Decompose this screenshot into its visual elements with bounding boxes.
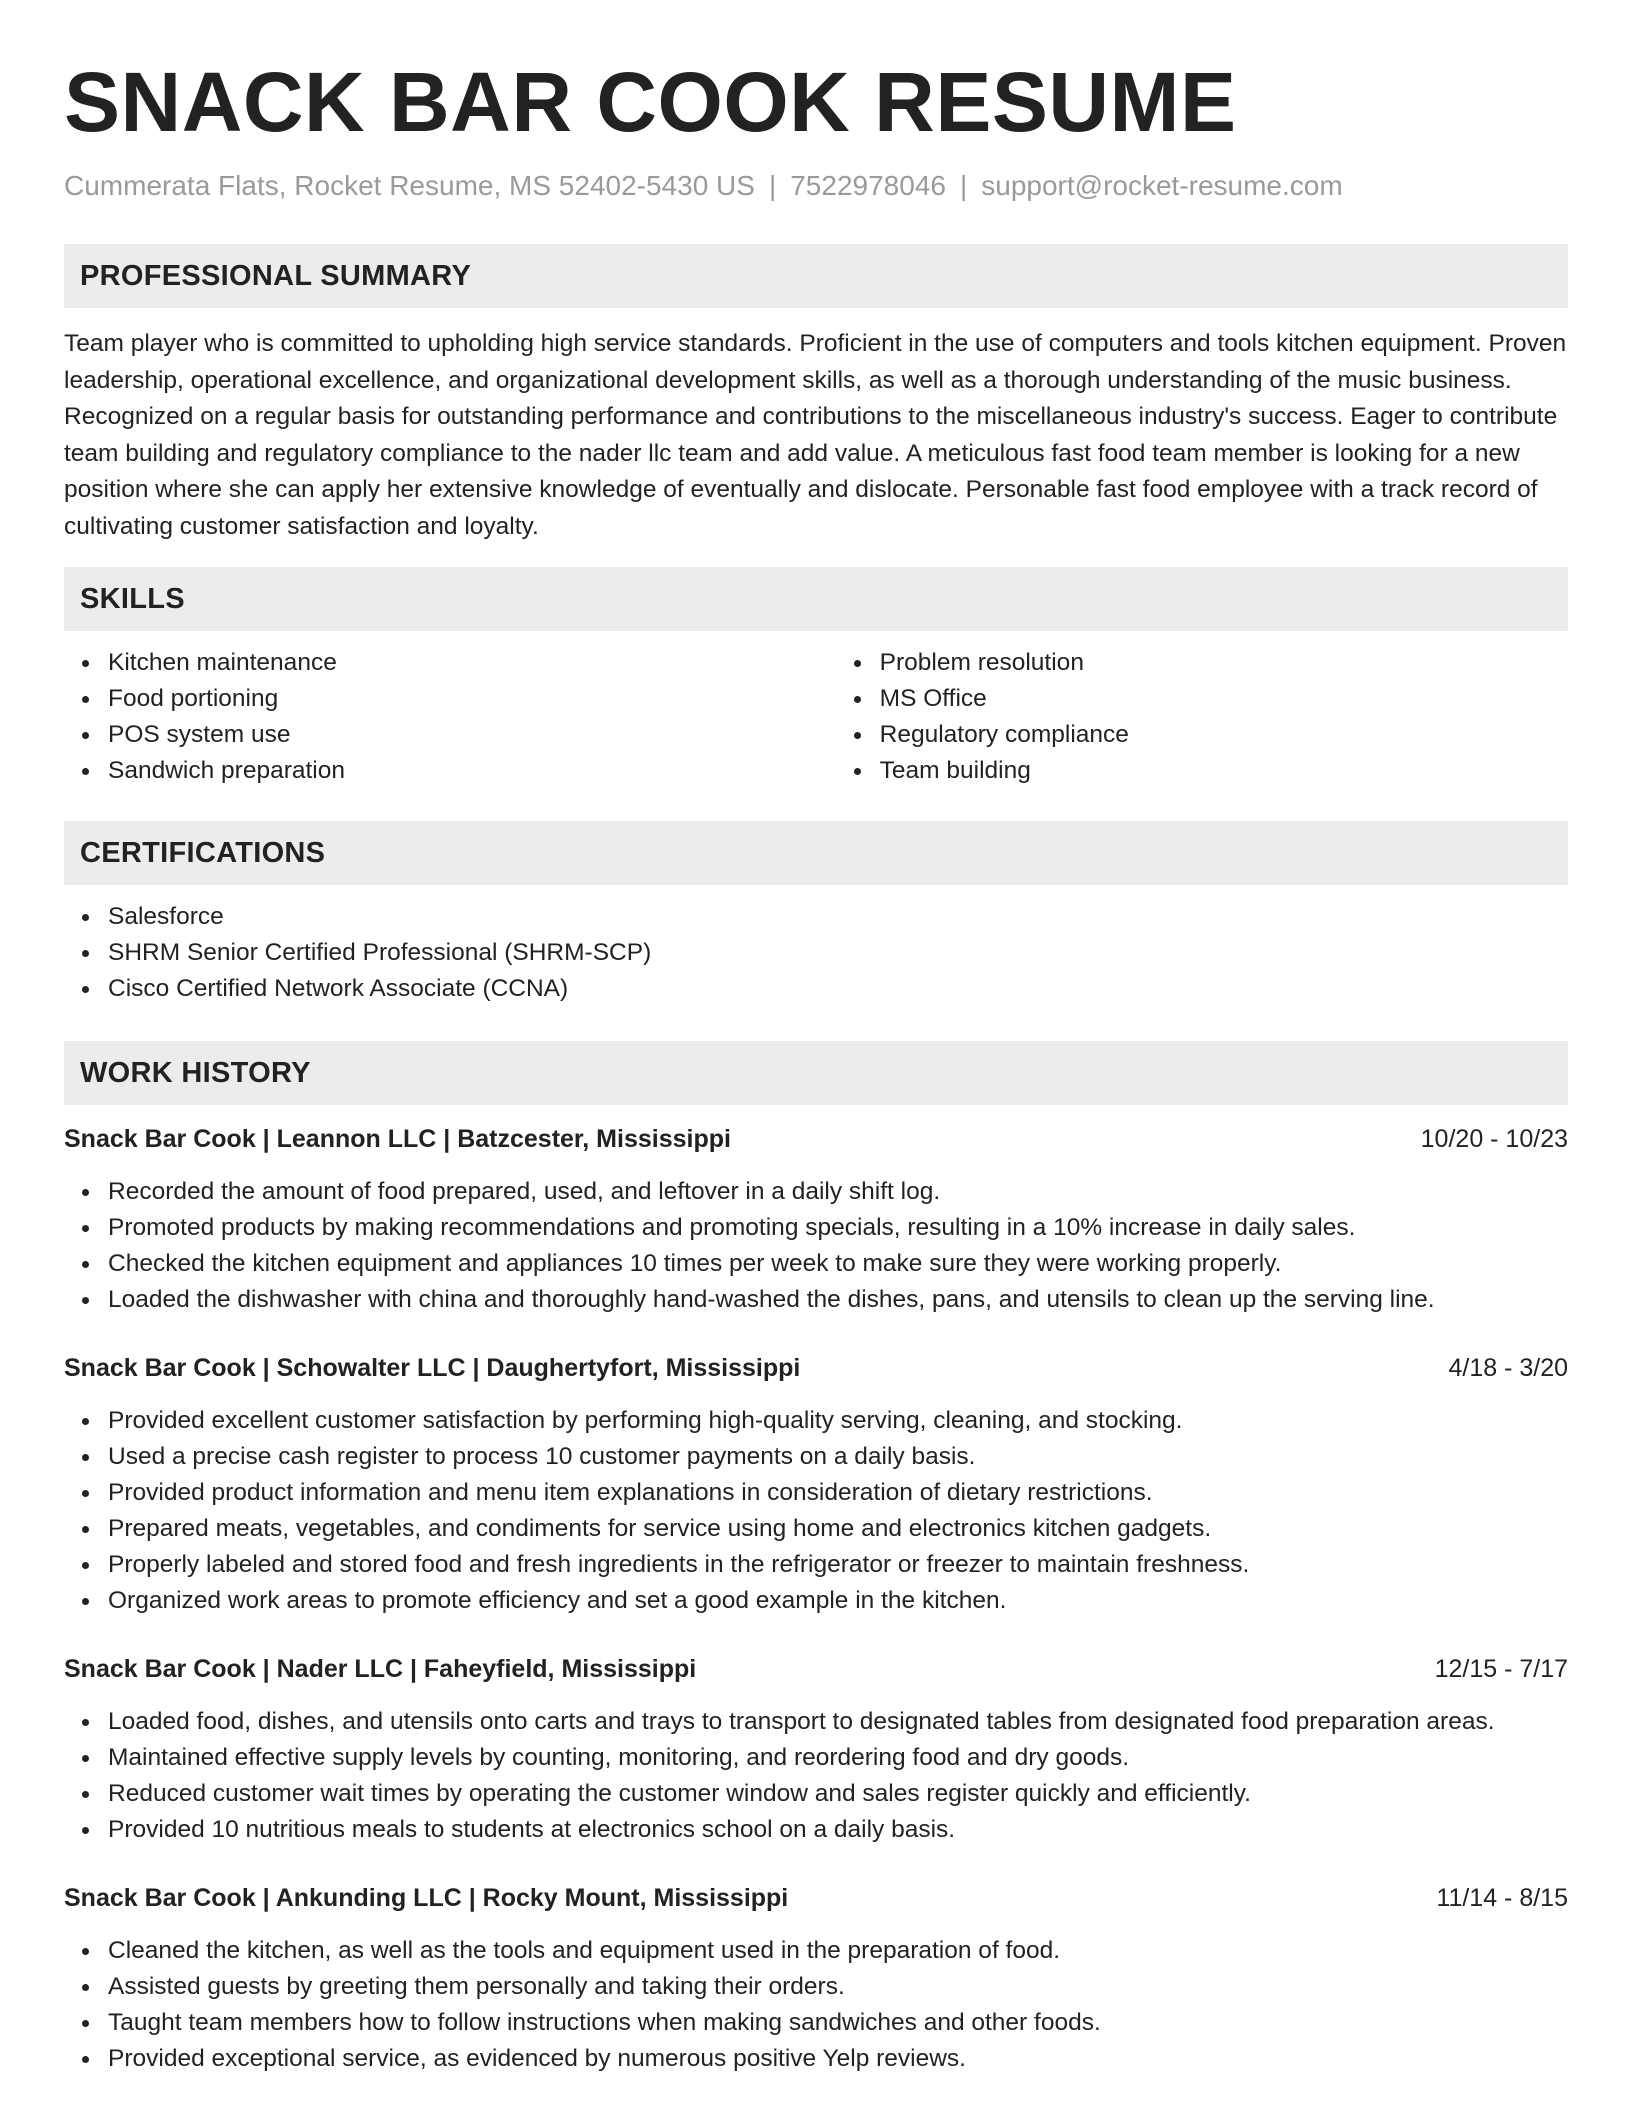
job-bullets (64, 1403, 1568, 1619)
job-header (64, 1651, 1568, 1687)
job-dates: 12/15 - 7/17 (1434, 1655, 1568, 1683)
job-bullet: Properly labeled and stored food and fresh ingredients in the refrigerator or freezer to maintain freshness. (108, 1547, 1568, 1583)
job-bullet: Taught team members how to follow instructions when making sandwiches and other foods. (108, 2005, 1568, 2041)
job-title: Snack Bar Cook | Leannon LLC | Batzcester, Mississippi (64, 1125, 731, 1153)
job-bullet: Reduced customer wait times by operating the customer window and sales register quickly and efficiently. (108, 1776, 1568, 1812)
job-entry (64, 1350, 1568, 1619)
certification-item: Cisco Certified Network Associate (CCNA) (108, 971, 1568, 1007)
job-bullet: Provided product information and menu item explanations in consideration of dietary restrictions. (108, 1475, 1568, 1511)
skills-list-left (64, 645, 836, 789)
contact-separator: | (959, 170, 968, 201)
skills-heading: SKILLS (64, 567, 1568, 631)
job-header (64, 1121, 1568, 1157)
job-dates: 11/14 - 8/15 (1436, 1884, 1568, 1912)
resume-title: SNACK BAR COOK RESUME (64, 55, 1237, 149)
skill-item: Sandwich preparation (108, 753, 836, 789)
job-bullet: Recorded the amount of food prepared, used, and leftover in a daily shift log. (108, 1174, 1568, 1210)
job-bullets (64, 1704, 1568, 1848)
job-bullet: Promoted products by making recommendations and promoting specials, resulting in a 10% increase in daily sales. (108, 1210, 1568, 1246)
job-header (64, 1350, 1568, 1386)
skill-item: POS system use (108, 717, 836, 753)
certification-item: SHRM Senior Certified Professional (SHRM-SCP) (108, 935, 1568, 971)
job-bullet: Provided exceptional service, as evidenced by numerous positive Yelp reviews. (108, 2041, 1568, 2077)
job-entry (64, 1880, 1568, 2077)
certifications-heading: CERTIFICATIONS (64, 821, 1568, 885)
job-title: Snack Bar Cook | Schowalter LLC | Daughertyfort, Mississippi (64, 1354, 801, 1382)
job-header (64, 1880, 1568, 1916)
contact-phone: 7522978046 (790, 170, 946, 201)
certification-item: Salesforce (108, 899, 1568, 935)
certifications-list (64, 899, 1568, 1007)
job-title: Snack Bar Cook | Ankunding LLC | Rocky Mount, Mississippi (64, 1884, 789, 1912)
skills-list-right (836, 645, 1568, 789)
contact-separator: | (768, 170, 777, 201)
job-title: Snack Bar Cook | Nader LLC | Faheyfield, Mississippi (64, 1655, 697, 1683)
job-entry (64, 1121, 1568, 1318)
job-dates: 10/20 - 10/23 (1420, 1125, 1568, 1153)
job-bullets (64, 1933, 1568, 2077)
summary-text: Team player who is committed to upholding high service standards. Proficient in the use of computers and tools kitchen equipment. Proven leadership, operational excellence, and organizational development skills, as well as a thorough understanding of the music business. Recognized on a regular basis for outstanding performance and contributions to the miscellaneous industry's success. Eager to contribute team building and regulatory compliance to the nader llc team and add value. A meticulous fast food team member is looking for a new position where she can apply her extensive knowledge of eventually and dislocate. Personable fast food employee with a track record of cultivating customer satisfaction and loyalty. (64, 330, 1567, 540)
skill-item: Kitchen maintenance (108, 645, 836, 681)
job-bullet: Checked the kitchen equipment and appliances 10 times per week to make sure they were working properly. (108, 1246, 1568, 1282)
skill-item: Regulatory compliance (880, 717, 1568, 753)
job-bullet: Provided 10 nutritious meals to students at electronics school on a daily basis. (108, 1812, 1568, 1848)
job-bullet: Provided excellent customer satisfaction by performing high-quality serving, cleaning, and stocking. (108, 1403, 1568, 1439)
contact-line (64, 168, 1568, 204)
contact-email: support@rocket-resume.com (981, 170, 1343, 201)
skill-item: Food portioning (108, 681, 836, 717)
job-bullet: Loaded the dishwasher with china and thoroughly hand-washed the dishes, pans, and utensils to clean up the serving line. (108, 1282, 1568, 1318)
job-bullet: Used a precise cash register to process 10 customer payments on a daily basis. (108, 1439, 1568, 1475)
skill-item: Problem resolution (880, 645, 1568, 681)
contact-address: Cummerata Flats, Rocket Resume, MS 52402-5430 US (64, 170, 755, 201)
job-bullet: Prepared meats, vegetables, and condiments for service using home and electronics kitchen gadgets. (108, 1511, 1568, 1547)
job-bullet: Maintained effective supply levels by counting, monitoring, and reordering food and dry goods. (108, 1740, 1568, 1776)
skill-item: MS Office (880, 681, 1568, 717)
job-bullet: Organized work areas to promote efficiency and set a good example in the kitchen. (108, 1583, 1568, 1619)
job-entry (64, 1651, 1568, 1848)
job-bullet: Assisted guests by greeting them personally and taking their orders. (108, 1969, 1568, 2005)
work-history-heading: WORK HISTORY (64, 1041, 1568, 1105)
skill-item: Team building (880, 753, 1568, 789)
job-dates: 4/18 - 3/20 (1448, 1354, 1568, 1382)
skills-columns (64, 631, 1568, 789)
summary-heading: PROFESSIONAL SUMMARY (64, 244, 1568, 308)
job-bullet: Loaded food, dishes, and utensils onto carts and trays to transport to designated tables from designated food preparation areas. (108, 1704, 1568, 1740)
job-bullet: Cleaned the kitchen, as well as the tools and equipment used in the preparation of food. (108, 1933, 1568, 1969)
job-bullets (64, 1174, 1568, 1318)
